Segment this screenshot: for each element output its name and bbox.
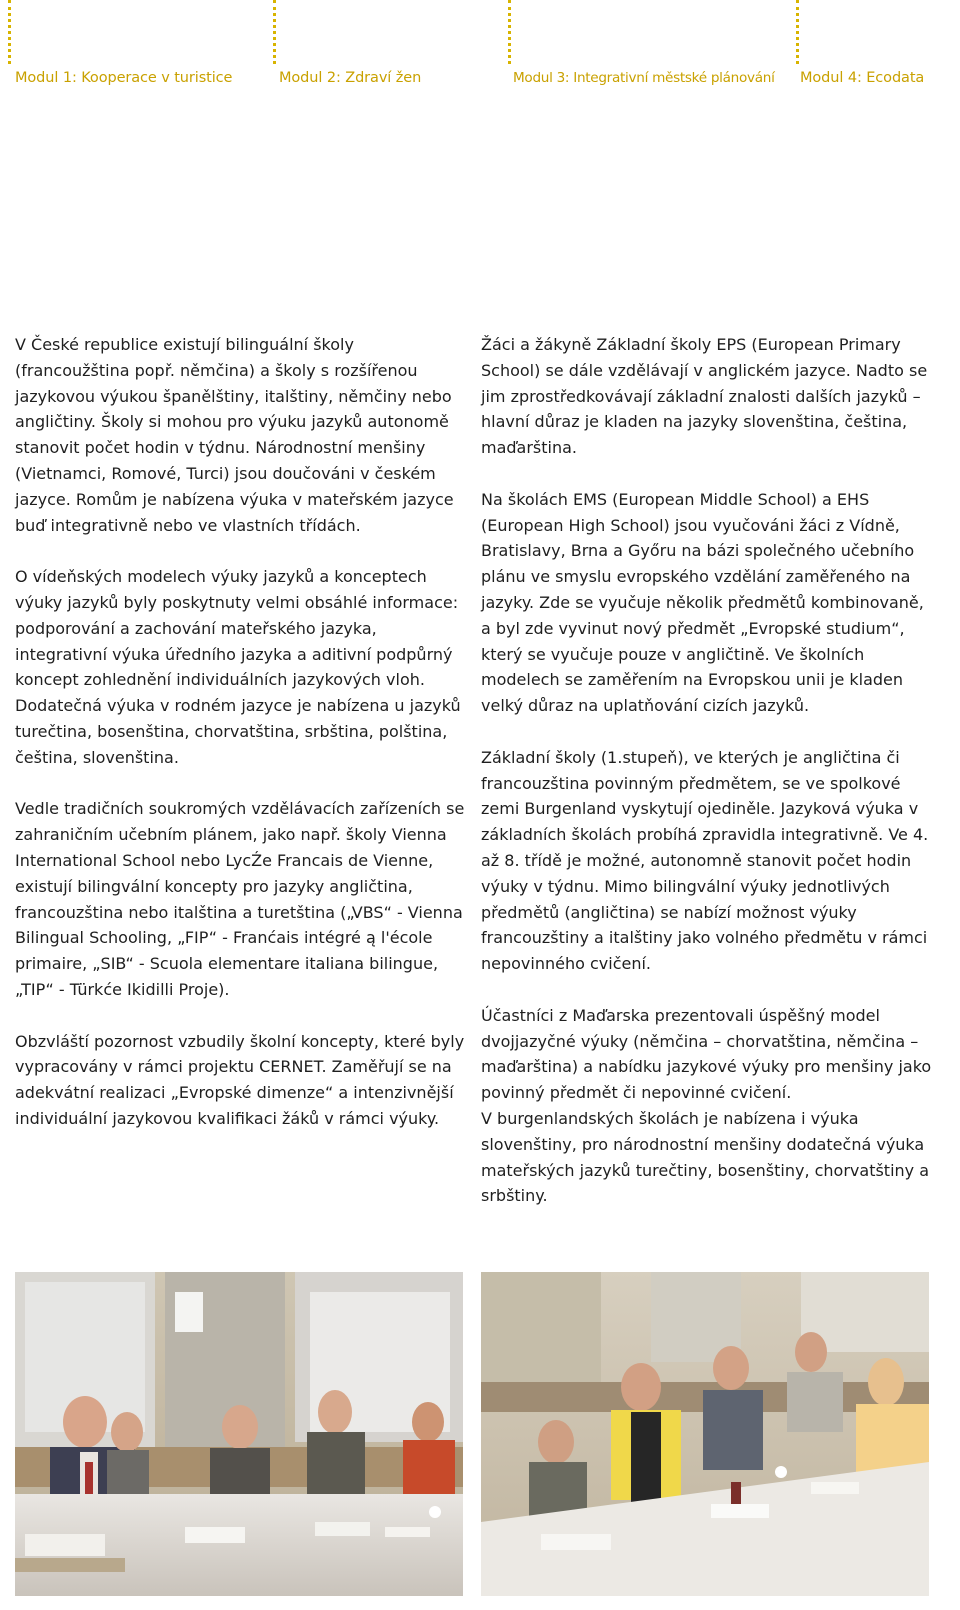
paragraph: V burgenlandských školách je nabízena i výuka slovenštiny, pro národnostní menšiny dodatečná výuka mateřských jazyků turečtiny, bosenštiny, chorvatštiny a srbštiny.	[481, 1108, 930, 1206]
meeting-photo-left	[15, 1272, 463, 1596]
module-label-1[interactable]: Modul 1: Kooperace v turistice	[15, 70, 233, 86]
paragraph: Účastníci z Maďarska prezentovali úspěšný model dvojjazyčné výuky (němčina – chorvatština, němčina – maďarština) a nabídku jazykové výuky pro menšiny jako povinný předmět či nepovinné cvičení.	[481, 1005, 932, 1103]
right-text-column	[481, 332, 933, 1235]
divider-dotted	[273, 0, 276, 64]
divider-dotted	[796, 0, 799, 64]
paragraph: Obzvláští pozornost vzbudily školní koncepty, které byly vypracovány v rámci projektu CERNET. Zaměřují se na adekvátní realizaci „Evropské dimenze“ a intenzivnější individuální jazykovou kvalifikaci žáků v rámci výuky.	[15, 1031, 465, 1128]
paragraph: V České republice existují bilinguální školy (francoužština popř. němčina) a školy s rozšířenou jazykovou výukou španělštiny, italštiny, němčiny nebo angličtiny. Školy si mohou pro výuku jazyků autonomě stanovit počet hodin v týdnu. Národnostní menšiny (Vietnamci, Romové, Turci) jsou doučováni v českém jazyce. Romům je nabízena výuka v mateřském jazyce buď integrativně nebo ve vlastních třídách.	[15, 335, 454, 535]
divider-dotted	[508, 0, 511, 64]
divider-dotted	[8, 0, 11, 64]
module-label-3[interactable]: Modul 3: Integrativní městské plánování	[513, 70, 775, 86]
module-label-2[interactable]: Modul 2: Zdraví žen	[279, 70, 422, 86]
meeting-photo-right	[481, 1272, 929, 1596]
left-text-column	[15, 332, 465, 1158]
paragraph: O vídeňských modelech výuky jazyků a konceptech výuky jazyků byly poskytnuty velmi obsáhlé informace: podporování a zachování mateřského jazyka, integrativní výuka úředního jazyka a aditivní podpůrný koncept zohlednění individuálních jazykových vloh. Dodatečná výuka v rodném jazyce je nabízena u jazyků turečtina, bosenština, chorvatština, srbština, polština, čeština, slovenština.	[15, 567, 461, 767]
module-label-4[interactable]: Modul 4: Ecodata	[800, 70, 925, 86]
paragraph: Základní školy (1.stupeň), ve kterých je angličtina či francouzština povinným předmětem, se ve spolkové zemi Burgenland vyskytují ojediněle. Jazyková výuka v základních školách probíhá zpravidla integrativně. Ve 4. až 8. třídě je možné, autonomně stanovit počet hodin výuky v týdnu. Mimo bilingvální výuky jednotlivých předmětů (angličtina) se nabízí možnost výuky francouzštiny a italštiny jako volného předmětu v rámci nepovinného cvičení.	[481, 747, 929, 974]
paragraph: Vedle tradičních soukromých vzdělávacích zařízeních se zahraničním učebním plánem, jako např. školy Vienna International School nebo LycŹe Francais de Vienne, existují bilingvální koncepty pro jazyky angličtina, francouzština nebo italština a turetština („VBS“ - Vienna Bilingual Schooling, „FIP“ - Franćais intégré ą l'école primaire, „SIB“ - Scuola elementare italiana bilingue, „TIP“ - Türkće Ikidilli Proje).	[15, 799, 465, 999]
paragraph: Na školách EMS (European Middle School) a EHS (European High School) jsou vyučováni žáci z Vídně, Bratislavy, Brna a Győru na bázi společného učebního plánu ve smyslu evropského vzdělání zaměřeného na jazyky. Zde se vyučuje několik předmětů kombinovaně, a byl zde vyvinut nový předmět „Evropské studium“, který se vyučuje pouze v angličtině. Ve školních modelech se zaměřením na Evropskou unii je kladen velký důraz na uplatňování cizích jazyků.	[481, 489, 924, 716]
paragraph: Žáci a žákyně Základní školy EPS (European Primary School) se dále vzdělávají v anglickém jazyce. Nadto se jim zprostředkovávají základní znalosti dalších jazyků – hlavní důraz je kladen na jazyky slovenština, čeština, maďarština.	[481, 335, 928, 458]
